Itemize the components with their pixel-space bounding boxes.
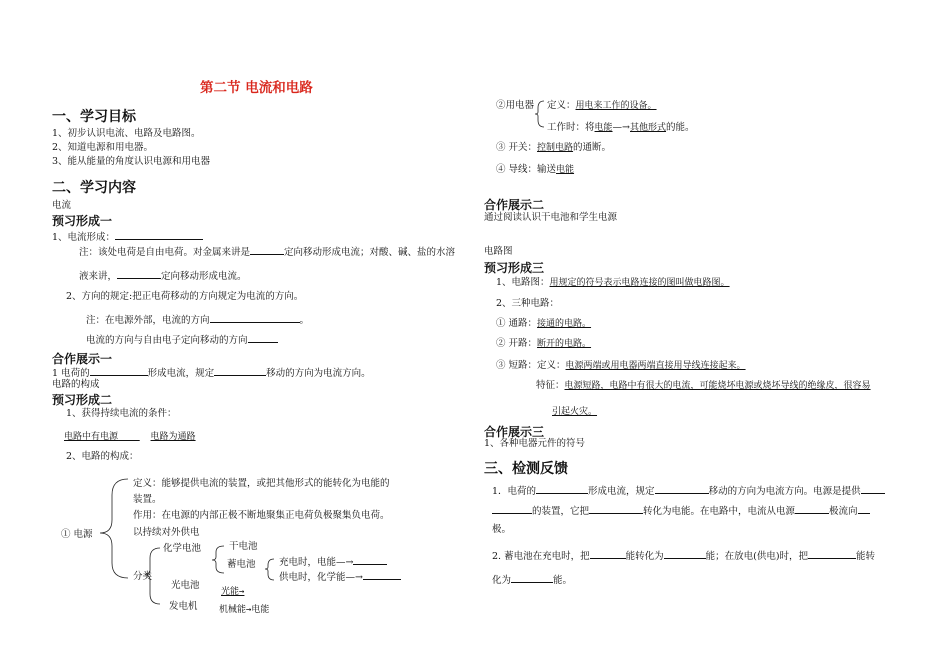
answer-blank[interactable] (536, 483, 588, 494)
answer-handwritten: 用规定的符号表示电路连接的图叫做电路图。 (549, 278, 730, 288)
source-label: ① 电源 (61, 529, 93, 540)
label: 1、电流形成： (52, 232, 116, 243)
text: 。 (299, 315, 310, 326)
answer-blank[interactable] (655, 483, 709, 494)
heading-coop-2: 合作展示二 (484, 198, 545, 212)
answer-handwritten: 电源短路，电路中有很大的电流，可能烧坏电源或烧坏导线的绝缘皮，很容易 (564, 381, 871, 391)
open-circuit (496, 338, 591, 350)
question-parts: 2、电路的构成： (66, 451, 139, 462)
three-circuits: 2、三种电路： (496, 298, 560, 309)
classify-label: 分类 (133, 571, 153, 582)
text: 转化为电能。在电路中，电流从电源 (643, 506, 796, 517)
switch-line (496, 142, 611, 154)
text: ③ 短路：定义： (496, 360, 566, 371)
text: 形成电流，规定 (147, 368, 215, 379)
test1-line2 (492, 503, 870, 518)
page-title: 第二节 电流和电路 (200, 80, 313, 96)
answer-blank[interactable] (858, 503, 870, 514)
text: 的通断。 (573, 142, 612, 153)
answer-handwritten: 控制电路 (537, 143, 574, 153)
text: 定义： (547, 100, 576, 111)
text: 注：该处电荷是自由电荷。对金属来讲是 (79, 247, 251, 258)
text: 电流的方向与自由电子定向移动的方向 (86, 335, 248, 346)
generator: 发电机 (169, 601, 198, 612)
goal-item: 2、知道电源和用电器。 (52, 142, 154, 153)
text: 移动的方向为电流方向。 (266, 368, 371, 379)
answer-handwritten: 电能 (556, 165, 575, 175)
text: 液来讲， (79, 271, 118, 282)
question-direction: 2、方向的规定:把正电荷移动的方向规定为电流的方向。 (66, 291, 304, 302)
heading-coop-3: 合作展示三 (484, 425, 545, 439)
text: 形成电流，规定 (588, 486, 655, 497)
text: 的装置，它把 (532, 506, 590, 517)
photo-cell: 光电池 (171, 580, 200, 591)
answer-blank[interactable] (664, 548, 706, 559)
question-condition: 1、获得持续电流的条件： (66, 408, 177, 419)
subheading-diagram: 电路图 (484, 246, 513, 257)
short-feature-end (552, 404, 597, 417)
text: 定向移动形成电流。 (161, 271, 247, 282)
closed-circuit (496, 318, 591, 330)
text: ① 通路： (496, 318, 538, 329)
text: ③ 开关： (496, 142, 538, 153)
heading-content: 二、学习内容 (52, 180, 136, 196)
text: 工作时：将 (547, 122, 595, 133)
text: 1、电路图： (496, 277, 550, 288)
source-definition: 定义：能够提供电流的装置，或把其他形式的能转化为电能的 (133, 478, 390, 489)
text: 化为 (492, 575, 512, 586)
test2-line1 (492, 548, 875, 563)
text: 光能→ (221, 587, 245, 597)
text: ② 开路： (496, 338, 538, 349)
answer-blank[interactable] (492, 503, 532, 514)
answer-handwritten: 用电来工作的设备。 (575, 101, 657, 111)
answer-blank[interactable] (861, 483, 885, 494)
text: 1．电荷的 (492, 486, 537, 497)
text: 注：在电源外部，电流的方向 (86, 315, 210, 326)
text: 2. 蓄电池在充电时，把 (492, 551, 590, 562)
text: —→ (612, 122, 630, 133)
test2-line2 (492, 572, 572, 587)
text: 能转化为 (625, 551, 664, 562)
text: 能。 (553, 575, 573, 586)
text: 能转 (856, 551, 876, 562)
subheading-circuit: 电路的构成 (52, 379, 100, 390)
answer-handwritten: 断开的电路。 (537, 339, 592, 349)
short-feature (536, 380, 871, 392)
goal-item: 1、初步认识电流、电路及电路图。 (52, 128, 201, 139)
short-circuit (496, 360, 746, 372)
coop2-text: 通过阅读认识干电池和学生电源 (484, 212, 618, 223)
source-function: 作用：在电源的内部正极不断地聚集正电荷负极聚集负电荷。 (133, 510, 390, 521)
source-function-end: 以持续对外供电 (133, 527, 200, 538)
subheading-current: 电流 (52, 200, 72, 211)
answer-blank[interactable] (808, 548, 856, 559)
source-definition-end: 装置。 (133, 494, 162, 505)
answer-handwritten: 其他形式 (630, 123, 667, 133)
heading-preview-2: 预习形成二 (52, 393, 113, 407)
text: ④ 导线：输送 (496, 164, 557, 175)
text: 移动的方向为电流方向。电源是提供 (708, 486, 861, 497)
answer-handwritten: 接通的电路。 (537, 319, 592, 329)
appliance-label: ②用电器 (496, 100, 535, 111)
generator-energy: 机械能→电能 (219, 605, 270, 615)
text: 引起火灾。 (552, 407, 598, 417)
coop3-text: 1、各种电器元件的符号 (484, 438, 586, 449)
storage-battery: 蓄电池 (227, 559, 256, 570)
answer-blank[interactable] (795, 503, 829, 514)
answer-blank[interactable] (511, 572, 553, 583)
diagram-definition (496, 277, 730, 289)
test1-line3: 极。 (492, 524, 512, 535)
text: 定向移动形成电流；对酸、碱、盐的水溶 (284, 247, 456, 258)
chem-battery: 化学电池 (163, 543, 202, 554)
text: 电路中有电源 (64, 432, 119, 442)
text: 供电时，化学能—→ (279, 572, 363, 583)
test1-line1 (492, 483, 885, 498)
text: 电路为通路 (150, 432, 196, 442)
answer-blank[interactable] (589, 503, 643, 514)
text: 的能。 (666, 122, 695, 133)
dry-cell: 干电池 (229, 541, 258, 552)
wire-line (496, 164, 574, 176)
text: 能；在放电(供电)时，把 (705, 551, 809, 562)
text: 充电时，电能—→ (279, 557, 354, 568)
goal-item: 3、能从能量的角度认识电源和用电器 (52, 156, 211, 167)
text: 极流向 (829, 506, 858, 517)
heading-coop-1: 合作展示一 (52, 352, 113, 366)
heading-preview-1: 预习形成一 (52, 214, 113, 228)
heading-goals: 一、学习目标 (52, 109, 136, 125)
text: 1 电荷的 (52, 368, 90, 379)
heading-test: 三、检测反馈 (484, 461, 568, 477)
answer-handwritten: 电能 (594, 123, 613, 133)
answer-handwritten: 电源两端或用电器两端直接用导线连接起来。 (565, 361, 746, 371)
answer-blank[interactable] (590, 548, 626, 559)
heading-preview-3: 预习形成三 (484, 261, 545, 275)
text: 特征： (536, 380, 565, 391)
